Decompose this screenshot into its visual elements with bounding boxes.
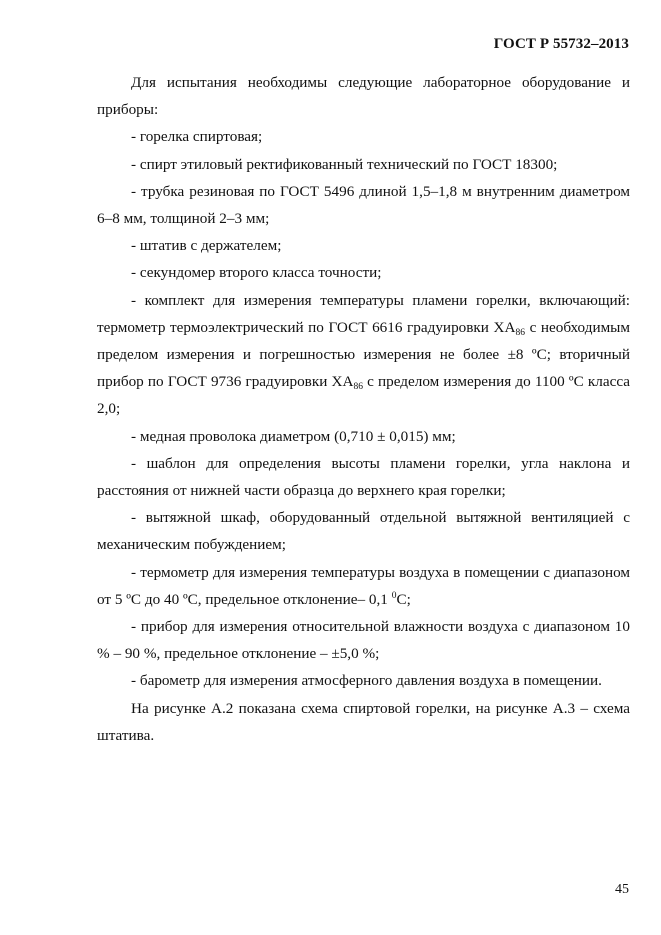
list-item (97, 287, 630, 423)
list-item: - медная проволока диаметром (0,710 ± 0,015) мм; (131, 427, 456, 445)
item-text: с необходимым пределом измерения и погрешностью измерения не более ±8 ºС; вторичный прибор по ГОСТ 9736 градуировки ХА (97, 318, 630, 391)
document-header: ГОСТ Р 55732–2013 (493, 36, 629, 52)
list-item: - барометр для измерения атмосферного давления воздуха в помещении. (131, 672, 602, 690)
list-item: - вытяжной шкаф, оборудованный отдельной вытяжной вентиляцией с механическим побуждением; (97, 509, 630, 554)
list-item: - спирт этиловый ректификованный технический по ГОСТ 18300; (131, 155, 558, 173)
list-item: - трубка резиновая по ГОСТ 5496 длиной 1,5–1,8 м внутренним диаметром 6–8 мм, толщиной 2–3 мм; (97, 182, 630, 228)
list-item: - прибор для измерения относительной влажности воздуха с диапазоном 10 % – 90 %, предельное отклонение – ±5,0 %; (97, 618, 630, 663)
page-number: 45 (615, 882, 629, 897)
list-item (97, 559, 630, 613)
closing-paragraph: На рисунке А.2 показана схема спиртовой горелки, на рисунке А.3 – схема штатива. (97, 699, 630, 744)
item-text: - комплект для измерения температуры пламени горелки, включающий: термометр термоэлектрический по ГОСТ 6616 градуировки ХА (97, 291, 630, 336)
subscript: 86 (515, 327, 525, 338)
list-item: - секундомер второго класса точности; (131, 264, 382, 282)
item-text: - термометр для измерения температуры воздуха в помещении с диапазоном от 5 ºС до 40 ºС, предельное отклонение– 0,1 (97, 563, 630, 608)
list-item: - горелка спиртовая; (131, 128, 263, 146)
list-item: - штатив с держателем; (131, 237, 282, 255)
item-text: с пределом измерения до 1100 ºС класса 2,0; (97, 373, 630, 418)
intro-paragraph: Для испытания необходимы следующие лабораторное оборудование и приборы: (97, 74, 630, 119)
item-text: С; (396, 590, 411, 608)
document-body (97, 69, 630, 749)
list-item: - шаблон для определения высоты пламени горелки, угла наклона и расстояния от нижней части образца до верхнего края горелки; (97, 454, 630, 500)
subscript: 86 (353, 382, 363, 393)
superscript: 0 (391, 590, 397, 601)
